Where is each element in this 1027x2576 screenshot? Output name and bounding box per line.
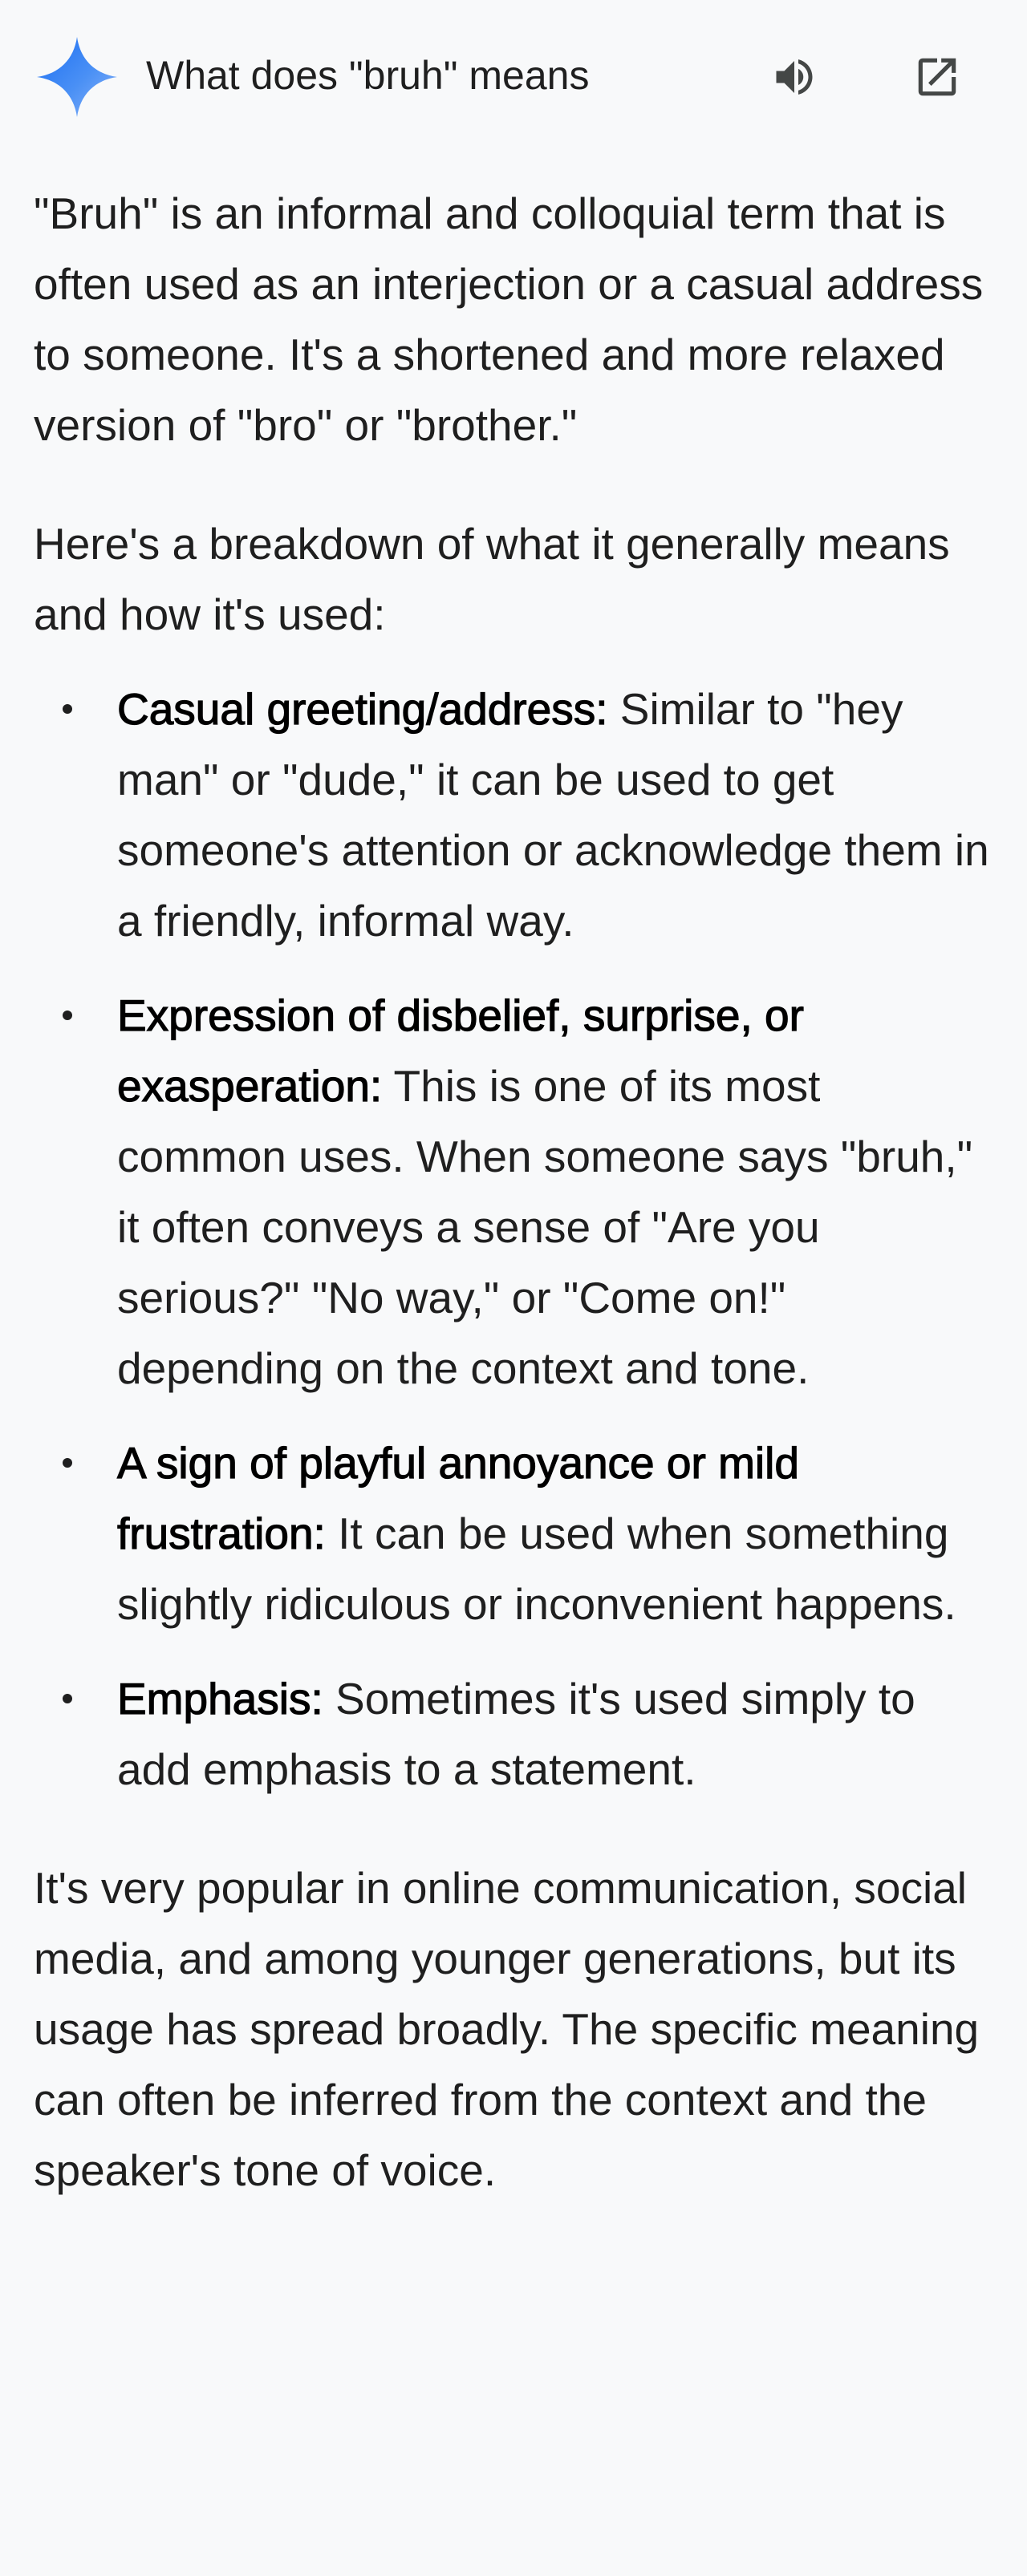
- list-item: [34, 1428, 997, 1639]
- bullet-icon: [63, 1694, 72, 1703]
- item-term: Expression of disbelief, surprise, or exasperation:: [117, 990, 804, 1111]
- item-text: Sometimes it's used simply to add emphasis to a statement.: [117, 1674, 915, 1794]
- answer-content: [34, 178, 997, 2205]
- read-aloud-button[interactable]: [764, 47, 825, 107]
- item-term: A sign of playful annoyance or mild frustration:: [117, 1438, 799, 1558]
- item-text: This is one of its most common uses. When someone says "bruh," it often conveys a sense of "Are you serious?" "No way," or "Come on!" depending on the context and tone.: [117, 1061, 973, 1393]
- list-item: [34, 674, 997, 956]
- item-term: Emphasis:: [117, 1674, 323, 1723]
- query-title: What does "bruh" means: [146, 53, 590, 98]
- item-text: Similar to "hey man" or "dude," it can be used to get someone's attention or acknowledge them in a friendly, informal way.: [117, 684, 989, 946]
- intro-paragraph: "Bruh" is an informal and colloquial term that is often used as an interjection or a casual address to someone. It's a shortened and more relaxed version of "bro" or "brother.": [34, 188, 984, 450]
- list-item: [34, 980, 997, 1403]
- list-item: [34, 1663, 997, 1804]
- item-text: It can be used when something slightly ridiculous or inconvenient happens.: [117, 1509, 956, 1629]
- conclusion-paragraph: It's very popular in online communication, social media, and among younger generations, but its usage has spread broadly. The specific meaning can often be inferred from the context and the speaker's tone of voice.: [34, 1863, 980, 2195]
- bullet-icon: [63, 1458, 72, 1468]
- item-term: Casual greeting/address:: [117, 684, 608, 734]
- speaker-icon: [770, 53, 818, 101]
- bullet-icon: [63, 1011, 72, 1020]
- answer-header: [0, 0, 1027, 152]
- open-in-new-icon: [912, 52, 962, 102]
- breakdown-intro: Here's a breakdown of what it generally means and how it's used:: [34, 519, 950, 639]
- bullet-icon: [63, 704, 72, 714]
- open-in-app-button[interactable]: [907, 47, 968, 107]
- gemini-sparkle-icon: [35, 35, 119, 119]
- usage-list: [34, 674, 997, 1804]
